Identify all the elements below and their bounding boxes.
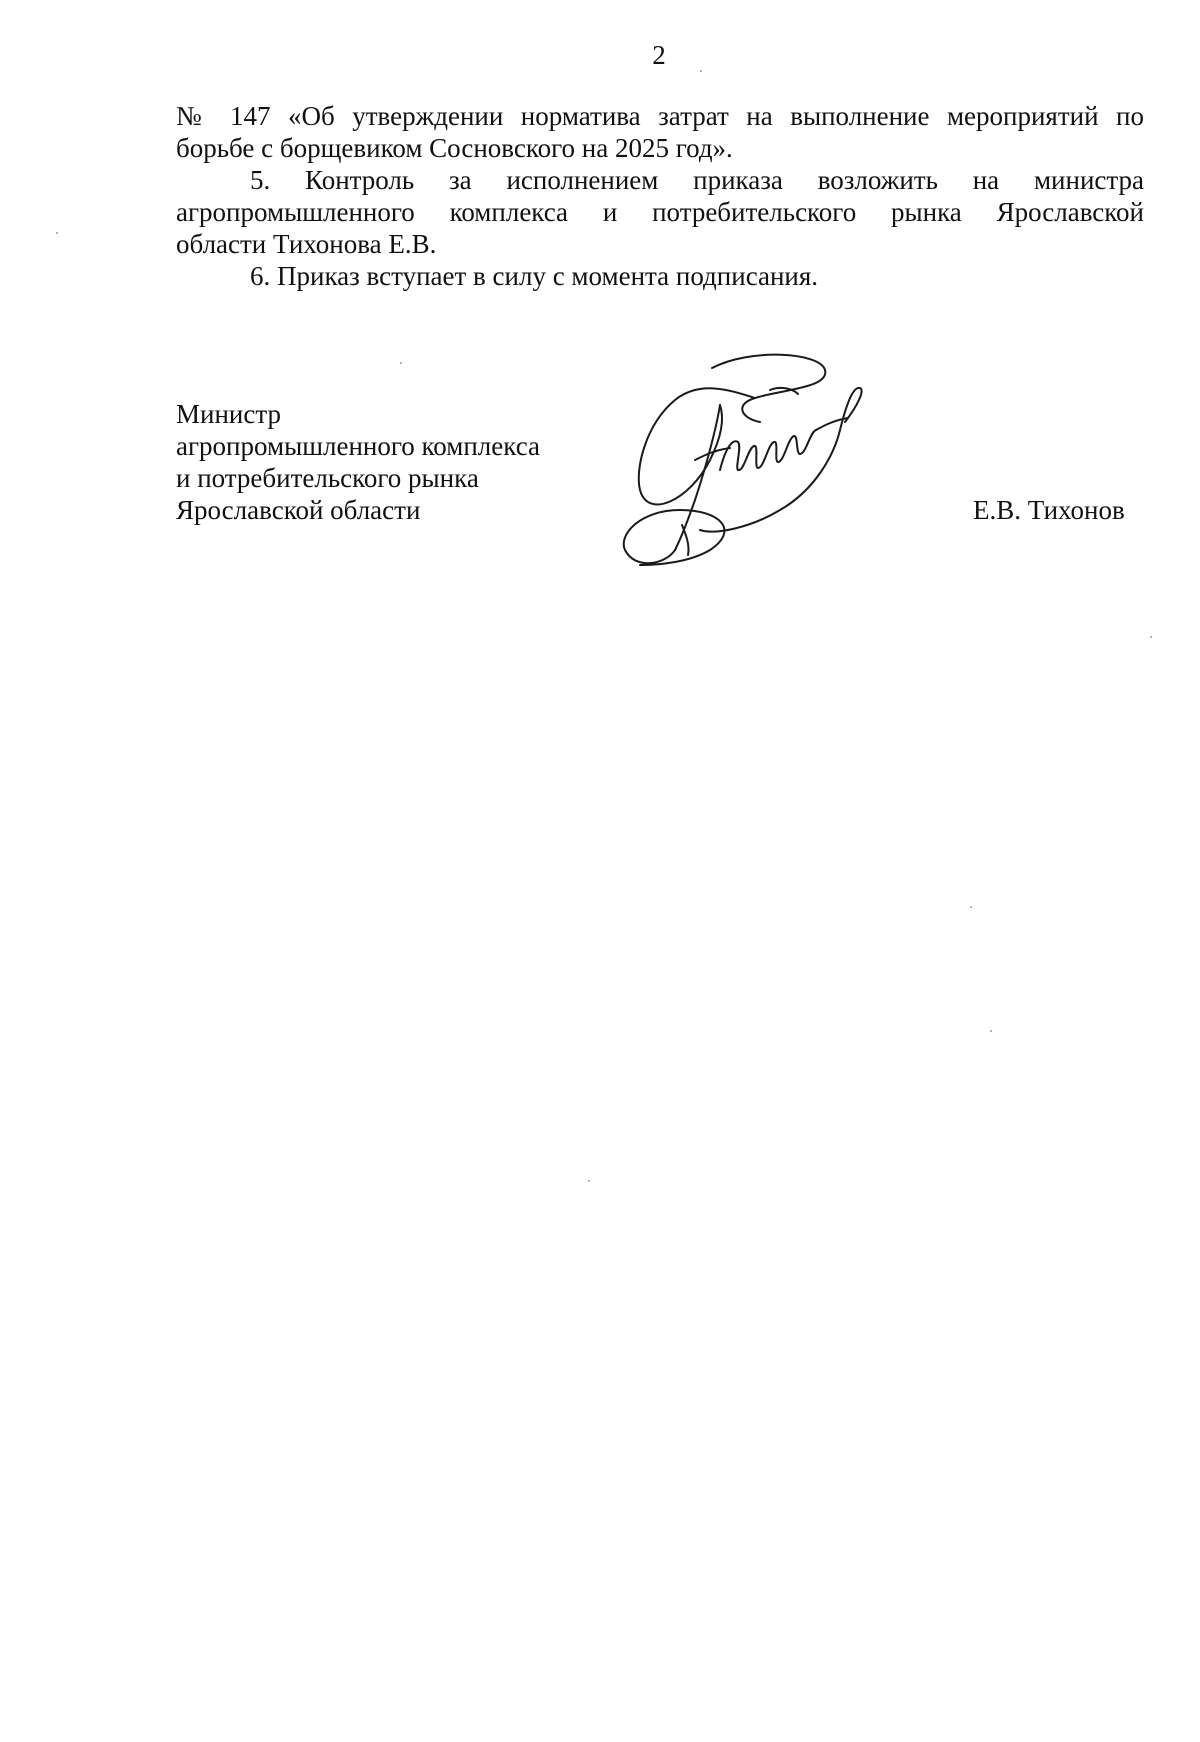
scan-speck	[990, 1030, 992, 1032]
document-body	[176, 100, 1144, 292]
paragraph-6: 6. Приказ вступает в силу с момента подписания.	[250, 261, 819, 291]
scan-speck	[970, 906, 972, 908]
signer-name: Е.В. Тихонов	[973, 495, 1125, 525]
paragraph-5-line-2: агропромышленного комплекса и потребительского рынка Ярославской	[176, 197, 1144, 227]
scan-speck	[700, 70, 702, 72]
signer-position-line-1: Министр	[176, 399, 281, 429]
page-number: 2	[652, 40, 666, 70]
scan-speck	[1150, 636, 1152, 638]
paragraph-continuation-line-1: № 147 «Об утверждении норматива затрат на выполнение мероприятий по	[176, 101, 1144, 131]
paragraph-5-line-1: 5. Контроль за исполнением приказа возложить на министра	[250, 165, 1144, 195]
scan-speck	[56, 232, 58, 234]
scan-speck	[400, 362, 402, 364]
handwritten-signature-icon	[620, 350, 920, 590]
signer-position-line-3: и потребительского рынка	[176, 463, 479, 493]
scan-speck	[588, 1180, 590, 1182]
paragraph-continuation-line-2: борьбе с борщевиком Сосновского на 2025 год».	[176, 133, 733, 163]
signer-position-line-2: агропромышленного комплекса	[176, 431, 540, 461]
paragraph-5-line-3: области Тихонова Е.В.	[176, 229, 437, 259]
signature-title-block	[176, 398, 540, 526]
signer-position-line-4: Ярославской области	[176, 495, 421, 525]
